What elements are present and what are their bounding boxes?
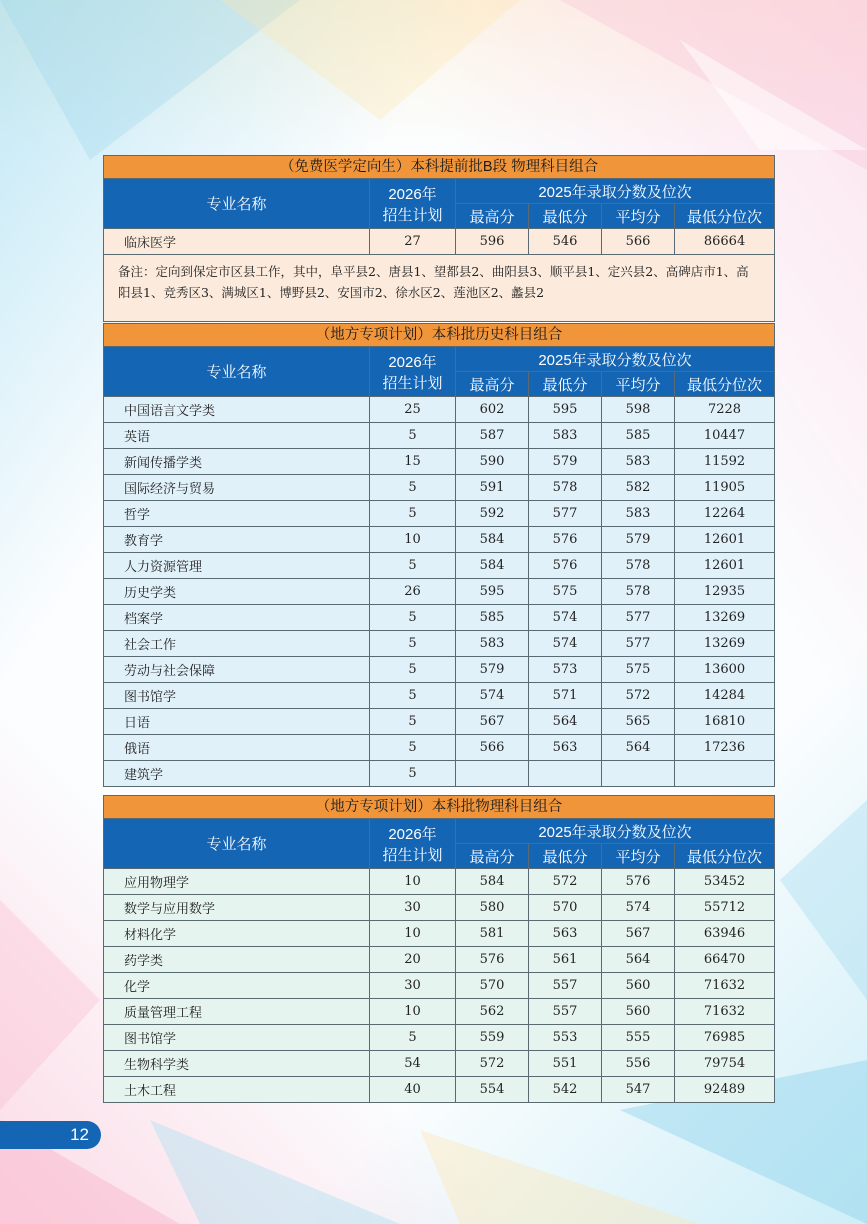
major-name: 中国语言文学类 <box>104 397 370 423</box>
plan-count: 5 <box>370 423 456 449</box>
avg-score: 577 <box>602 605 675 631</box>
max-score: 570 <box>456 973 529 999</box>
col-header-group: 2025年录取分数及位次 <box>456 819 775 844</box>
min-score: 561 <box>529 947 602 973</box>
table-row <box>104 947 775 973</box>
major-name: 国际经济与贸易 <box>104 475 370 501</box>
major-name: 社会工作 <box>104 631 370 657</box>
plan-count: 20 <box>370 947 456 973</box>
avg-score: 577 <box>602 631 675 657</box>
avg-score: 555 <box>602 1025 675 1051</box>
min-rank: 71632 <box>675 973 775 999</box>
major-name: 档案学 <box>104 605 370 631</box>
avg-score: 564 <box>602 735 675 761</box>
min-score: 574 <box>529 605 602 631</box>
avg-score: 583 <box>602 501 675 527</box>
max-score: 584 <box>456 553 529 579</box>
min-score: 573 <box>529 657 602 683</box>
page-number: 12 <box>0 1121 101 1149</box>
min-score: 557 <box>529 973 602 999</box>
table-row <box>104 527 775 553</box>
min-score: 570 <box>529 895 602 921</box>
plan-count: 10 <box>370 921 456 947</box>
table-row <box>104 683 775 709</box>
plan-count: 30 <box>370 895 456 921</box>
major-name: 材料化学 <box>104 921 370 947</box>
plan-count: 10 <box>370 999 456 1025</box>
col-header-avg: 平均分 <box>602 204 675 229</box>
section-title: （免费医学定向生）本科提前批B段 物理科目组合 <box>104 156 775 179</box>
avg-score: 578 <box>602 579 675 605</box>
major-name: 英语 <box>104 423 370 449</box>
min-score: 575 <box>529 579 602 605</box>
col-header-max: 最高分 <box>456 372 529 397</box>
plan-count: 5 <box>370 709 456 735</box>
table-history-combination <box>103 323 775 787</box>
table-physics-combination <box>103 795 775 1103</box>
max-score <box>456 761 529 787</box>
min-score: 571 <box>529 683 602 709</box>
min-rank: 11592 <box>675 449 775 475</box>
col-header-max: 最高分 <box>456 204 529 229</box>
max-score: 585 <box>456 605 529 631</box>
major-name: 建筑学 <box>104 761 370 787</box>
min-score: 564 <box>529 709 602 735</box>
major-name: 劳动与社会保障 <box>104 657 370 683</box>
min-rank: 55712 <box>675 895 775 921</box>
col-header-group: 2025年录取分数及位次 <box>456 179 775 204</box>
col-header-rank: 最低分位次 <box>675 372 775 397</box>
col-header-major: 专业名称 <box>104 179 370 229</box>
table-row <box>104 553 775 579</box>
table-row <box>104 657 775 683</box>
table-row <box>104 229 775 255</box>
col-header-plan: 2026年 招生计划 <box>370 819 456 869</box>
min-rank: 17236 <box>675 735 775 761</box>
table-medical-directed <box>103 155 775 322</box>
min-score <box>529 761 602 787</box>
avg-score: 582 <box>602 475 675 501</box>
col-header-major: 专业名称 <box>104 819 370 869</box>
min-rank: 13269 <box>675 631 775 657</box>
max-score: 595 <box>456 579 529 605</box>
min-score: 546 <box>529 229 602 255</box>
plan-count: 54 <box>370 1051 456 1077</box>
table-row <box>104 605 775 631</box>
min-rank: 86664 <box>675 229 775 255</box>
plan-count: 5 <box>370 1025 456 1051</box>
avg-score: 585 <box>602 423 675 449</box>
col-header-plan: 2026年 招生计划 <box>370 179 456 229</box>
min-rank: 71632 <box>675 999 775 1025</box>
table-row <box>104 999 775 1025</box>
major-name: 图书馆学 <box>104 1025 370 1051</box>
min-rank: 10447 <box>675 423 775 449</box>
min-rank: 63946 <box>675 921 775 947</box>
major-name: 历史学类 <box>104 579 370 605</box>
major-name: 哲学 <box>104 501 370 527</box>
plan-count: 27 <box>370 229 456 255</box>
min-score: 578 <box>529 475 602 501</box>
max-score: 554 <box>456 1077 529 1103</box>
major-name: 图书馆学 <box>104 683 370 709</box>
min-rank: 66470 <box>675 947 775 973</box>
max-score: 566 <box>456 735 529 761</box>
plan-count: 25 <box>370 397 456 423</box>
min-rank: 11905 <box>675 475 775 501</box>
table-row <box>104 397 775 423</box>
max-score: 580 <box>456 895 529 921</box>
col-header-avg: 平均分 <box>602 844 675 869</box>
max-score: 562 <box>456 999 529 1025</box>
max-score: 584 <box>456 527 529 553</box>
avg-score: 579 <box>602 527 675 553</box>
plan-count: 15 <box>370 449 456 475</box>
avg-score: 560 <box>602 999 675 1025</box>
min-rank: 13269 <box>675 605 775 631</box>
max-score: 596 <box>456 229 529 255</box>
table-row <box>104 895 775 921</box>
col-header-min: 最低分 <box>529 372 602 397</box>
table-row <box>104 735 775 761</box>
table-row <box>104 921 775 947</box>
max-score: 579 <box>456 657 529 683</box>
avg-score: 566 <box>602 229 675 255</box>
avg-score: 576 <box>602 869 675 895</box>
plan-count: 10 <box>370 527 456 553</box>
col-header-max: 最高分 <box>456 844 529 869</box>
min-rank: 79754 <box>675 1051 775 1077</box>
plan-count: 10 <box>370 869 456 895</box>
max-score: 574 <box>456 683 529 709</box>
avg-score: 547 <box>602 1077 675 1103</box>
max-score: 590 <box>456 449 529 475</box>
section-title: （地方专项计划）本科批历史科目组合 <box>104 324 775 347</box>
avg-score: 578 <box>602 553 675 579</box>
table-row <box>104 475 775 501</box>
max-score: 587 <box>456 423 529 449</box>
major-name: 日语 <box>104 709 370 735</box>
table-row <box>104 449 775 475</box>
plan-count: 5 <box>370 683 456 709</box>
min-rank: 12601 <box>675 553 775 579</box>
avg-score: 583 <box>602 449 675 475</box>
table-row <box>104 1077 775 1103</box>
avg-score: 565 <box>602 709 675 735</box>
col-header-min: 最低分 <box>529 844 602 869</box>
min-rank: 16810 <box>675 709 775 735</box>
avg-score: 567 <box>602 921 675 947</box>
col-header-plan: 2026年 招生计划 <box>370 347 456 397</box>
plan-count: 30 <box>370 973 456 999</box>
max-score: 592 <box>456 501 529 527</box>
min-rank: 13600 <box>675 657 775 683</box>
min-rank: 14284 <box>675 683 775 709</box>
min-rank: 53452 <box>675 869 775 895</box>
avg-score: 575 <box>602 657 675 683</box>
min-rank: 76985 <box>675 1025 775 1051</box>
avg-score: 564 <box>602 947 675 973</box>
col-header-major: 专业名称 <box>104 347 370 397</box>
min-score: 542 <box>529 1077 602 1103</box>
table-row <box>104 973 775 999</box>
table-row <box>104 423 775 449</box>
avg-score: 572 <box>602 683 675 709</box>
remarks-note: 备注：定向到保定市区县工作，其中，阜平县2、唐县1、望都县2、曲阳县3、顺平县1、定兴县2、高碑店市1、高阳县1、竞秀区3、满城区1、博野县2、安国市2、徐水区2、莲池区2、蠡县2 <box>104 255 775 322</box>
avg-score: 560 <box>602 973 675 999</box>
avg-score: 598 <box>602 397 675 423</box>
min-score: 557 <box>529 999 602 1025</box>
avg-score: 574 <box>602 895 675 921</box>
max-score: 567 <box>456 709 529 735</box>
table-row <box>104 1051 775 1077</box>
max-score: 559 <box>456 1025 529 1051</box>
major-name: 临床医学 <box>104 229 370 255</box>
plan-count: 5 <box>370 631 456 657</box>
col-header-group: 2025年录取分数及位次 <box>456 347 775 372</box>
max-score: 583 <box>456 631 529 657</box>
min-rank: 12601 <box>675 527 775 553</box>
plan-count: 5 <box>370 735 456 761</box>
col-header-avg: 平均分 <box>602 372 675 397</box>
max-score: 576 <box>456 947 529 973</box>
major-name: 新闻传播学类 <box>104 449 370 475</box>
max-score: 572 <box>456 1051 529 1077</box>
min-score: 577 <box>529 501 602 527</box>
table-row <box>104 501 775 527</box>
major-name: 化学 <box>104 973 370 999</box>
table-row <box>104 1025 775 1051</box>
plan-count: 26 <box>370 579 456 605</box>
min-score: 572 <box>529 869 602 895</box>
min-score: 595 <box>529 397 602 423</box>
max-score: 581 <box>456 921 529 947</box>
min-rank: 12935 <box>675 579 775 605</box>
major-name: 数学与应用数学 <box>104 895 370 921</box>
section-title: （地方专项计划）本科批物理科目组合 <box>104 796 775 819</box>
col-header-rank: 最低分位次 <box>675 204 775 229</box>
min-rank: 12264 <box>675 501 775 527</box>
major-name: 教育学 <box>104 527 370 553</box>
major-name: 应用物理学 <box>104 869 370 895</box>
max-score: 584 <box>456 869 529 895</box>
min-score: 551 <box>529 1051 602 1077</box>
min-score: 563 <box>529 921 602 947</box>
plan-count: 5 <box>370 605 456 631</box>
major-name: 生物科学类 <box>104 1051 370 1077</box>
plan-count: 40 <box>370 1077 456 1103</box>
min-rank <box>675 761 775 787</box>
major-name: 俄语 <box>104 735 370 761</box>
plan-count: 5 <box>370 657 456 683</box>
col-header-rank: 最低分位次 <box>675 844 775 869</box>
table-row <box>104 579 775 605</box>
table-row <box>104 869 775 895</box>
max-score: 591 <box>456 475 529 501</box>
min-rank: 7228 <box>675 397 775 423</box>
major-name: 人力资源管理 <box>104 553 370 579</box>
min-score: 583 <box>529 423 602 449</box>
avg-score <box>602 761 675 787</box>
major-name: 土木工程 <box>104 1077 370 1103</box>
min-score: 563 <box>529 735 602 761</box>
col-header-min: 最低分 <box>529 204 602 229</box>
plan-count: 5 <box>370 475 456 501</box>
plan-count: 5 <box>370 553 456 579</box>
avg-score: 556 <box>602 1051 675 1077</box>
table-row <box>104 761 775 787</box>
min-score: 574 <box>529 631 602 657</box>
major-name: 药学类 <box>104 947 370 973</box>
plan-count: 5 <box>370 501 456 527</box>
table-row <box>104 631 775 657</box>
max-score: 602 <box>456 397 529 423</box>
min-rank: 92489 <box>675 1077 775 1103</box>
min-score: 579 <box>529 449 602 475</box>
table-row <box>104 709 775 735</box>
min-score: 576 <box>529 553 602 579</box>
min-score: 553 <box>529 1025 602 1051</box>
major-name: 质量管理工程 <box>104 999 370 1025</box>
plan-count: 5 <box>370 761 456 787</box>
min-score: 576 <box>529 527 602 553</box>
